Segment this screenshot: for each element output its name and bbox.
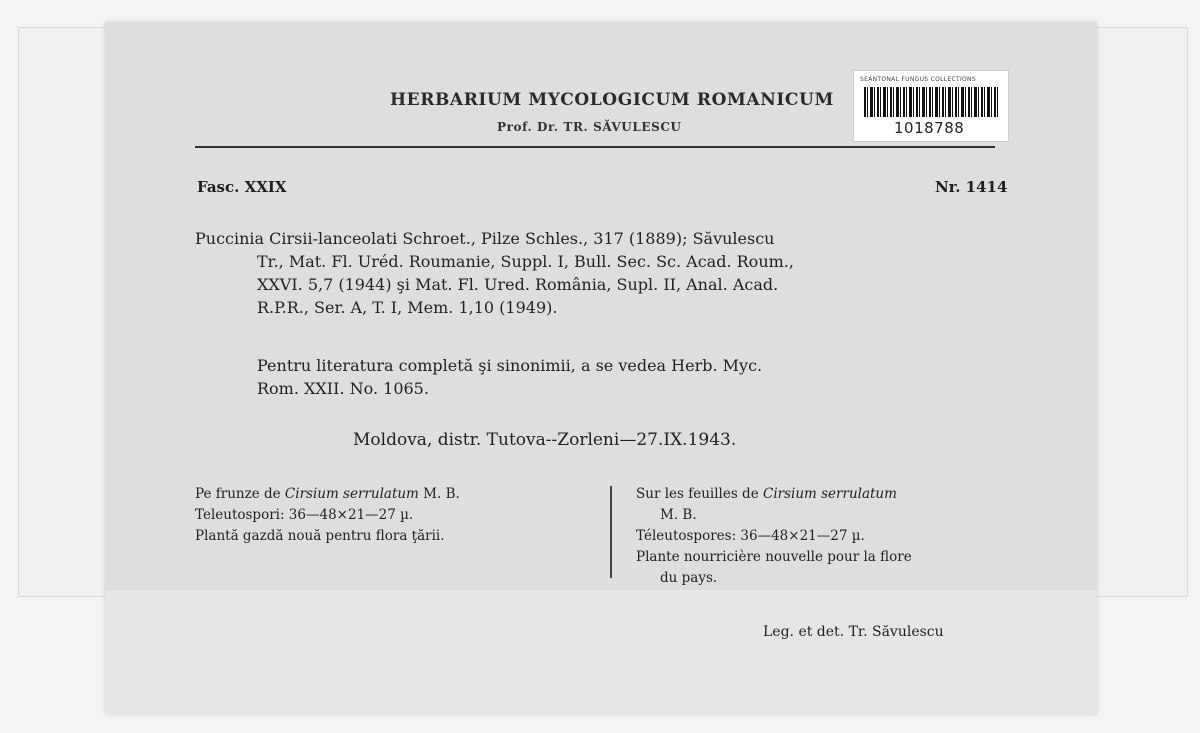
literature-line-2: Rom. XXII. No. 1065.: [257, 379, 429, 398]
fascicle-label: Fasc. XXIX: [197, 178, 287, 196]
french-host-author: M. B.: [660, 507, 697, 523]
citation-line-4: R.P.R., Ser. A, T. I, Mem. 1,10 (1949).: [257, 298, 558, 317]
literature-line-1: Pentru literatura completă şi sinonimii, a se vedea Herb. Myc.: [257, 356, 763, 375]
romanian-host-line: [195, 484, 460, 505]
french-host-name: Cirsium serrulatum: [762, 486, 897, 502]
barcode-sticker: [853, 70, 1009, 142]
french-host-line: [636, 484, 912, 505]
french-host-prefix: Sur les feuilles de: [636, 486, 759, 502]
citation-line-1: Puccinia Cirsii-lanceolati Schroet., Pilze Schles., 317 (1889); Săvulescu: [195, 229, 775, 248]
citation-line-2: Tr., Mat. Fl. Uréd. Roumanie, Suppl. I, Bull. Sec. Sc. Acad. Roum.,: [257, 252, 794, 271]
column-divider: [610, 486, 612, 578]
header-rule: [195, 146, 995, 148]
french-note-line-2: du pays.: [660, 570, 718, 586]
collector-line: Leg. et det. Tr. Săvulescu: [763, 624, 944, 640]
french-note-line-1: Plante nourricière nouvelle pour la flore: [636, 549, 912, 565]
barcode-icon: [864, 87, 998, 117]
romanian-notes: [195, 484, 460, 547]
romanian-host-author: M. B.: [423, 486, 460, 502]
french-spores: Téleutospores: 36—48×21—27 µ.: [636, 528, 865, 544]
french-notes: [636, 484, 912, 589]
romanian-host-prefix: Pe frunze de: [195, 486, 281, 502]
barcode-header: SEANTONAL FUNGUS COLLECTIONS: [860, 76, 976, 83]
specimen-number: Nr. 1414: [935, 178, 1008, 196]
barcode-number: 1018788: [894, 119, 965, 137]
romanian-host-name: Cirsium serrulatum: [284, 486, 419, 502]
specimen-label: [105, 22, 1097, 714]
locality-text: Moldova, distr. Tutova--Zorleni—27.IX.1943.: [353, 430, 737, 450]
citation-line-3: XXVI. 5,7 (1944) şi Mat. Fl. Ured. România, Supl. II, Anal. Acad.: [257, 275, 779, 294]
romanian-note: Plantă gazdă nouă pentru flora ţării.: [195, 528, 445, 544]
herbarium-title: HERBARIUM MYCOLOGICUM ROMANICUM: [390, 90, 834, 110]
label-lower-panel: [105, 590, 1097, 714]
herbarium-subtitle: Prof. Dr. TR. SĂVULESCU: [497, 120, 682, 134]
romanian-spores: Teleutospori: 36—48×21—27 µ.: [195, 507, 414, 523]
